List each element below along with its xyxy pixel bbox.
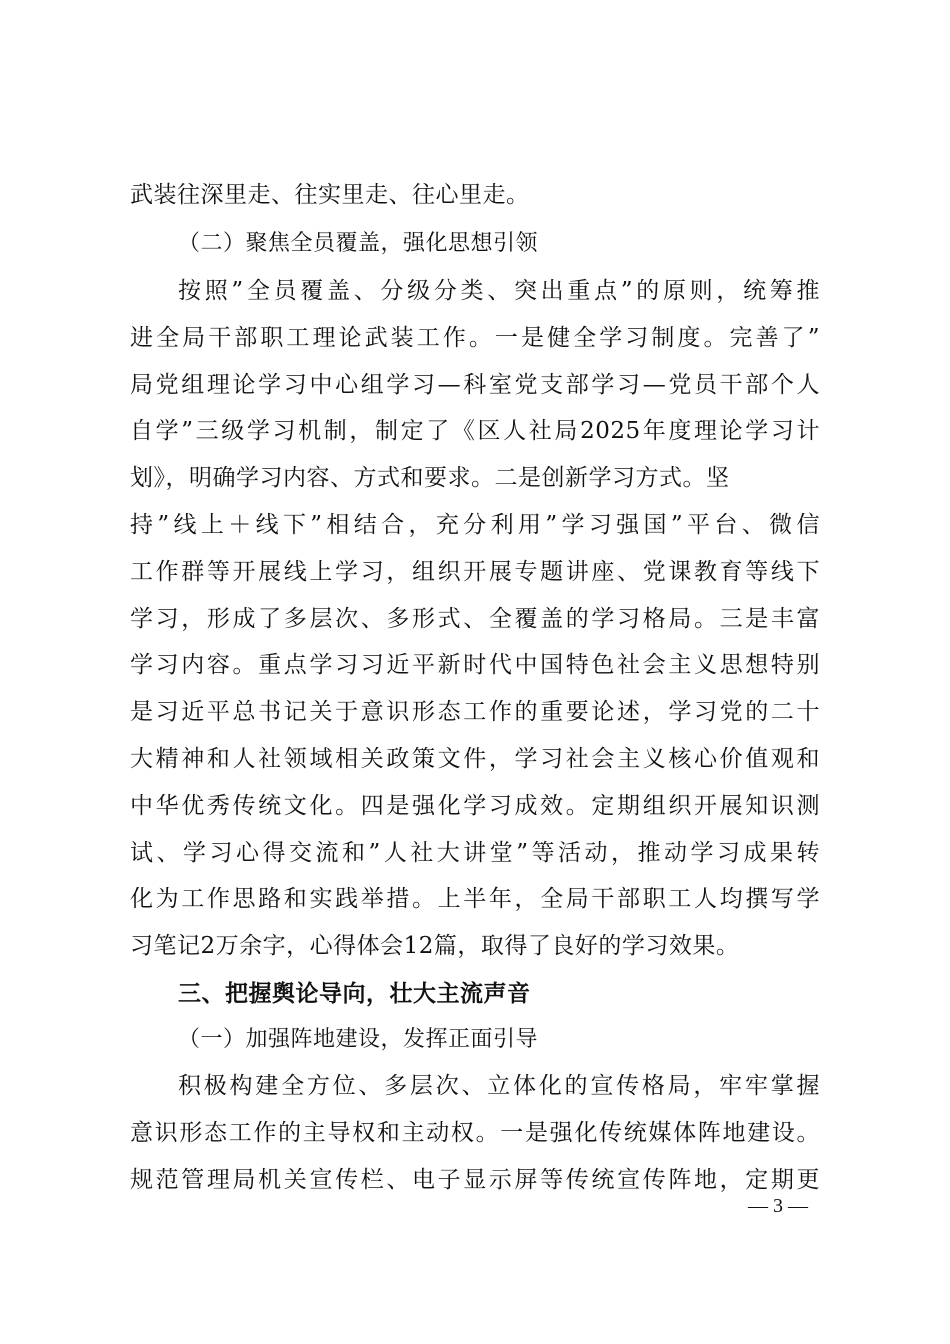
body-text-line: 中华优秀传统文化。四是强化学习成效。定期组织开展知识测 <box>130 793 820 819</box>
body-text-line: 划》，明确学习内容、方式和要求。二是创新学习方式。坚 <box>130 465 730 491</box>
body-text-line: 工作群等开展线上学习，组织开展专题讲座、党课教育等线下 <box>130 559 820 585</box>
body-text-line: 大精神和人社领域相关政策文件，学习社会主义核心价值观和 <box>130 746 820 772</box>
body-text-line: 学习内容。重点学习习近平新时代中国特色社会主义思想特别 <box>130 652 820 678</box>
page-number: — 3 — <box>748 1195 808 1217</box>
body-text-line: 试、学习心得交流和”人社大讲堂”等活动，推动学习成果转 <box>130 840 820 866</box>
body-text-line: 武装往深里走、往实里走、往心里走。 <box>130 182 530 208</box>
body-text-line: 积极构建全方位、多层次、立体化的宣传格局，牢牢掌握 <box>178 1073 820 1099</box>
body-text-line: 习笔记2万余字，心得体会12篇，取得了良好的学习效果。 <box>130 933 740 959</box>
subsection-heading: （二）聚焦全员覆盖，强化思想引领 <box>178 231 539 256</box>
body-text-line: 进全局干部职工理论武装工作。一是健全学习制度。完善了” <box>130 325 820 351</box>
body-text-line: 学习，形成了多层次、多形式、全覆盖的学习格局。三是丰富 <box>130 606 820 632</box>
body-text-line: 规范管理局机关宣传栏、电子显示屏等传统宣传阵地，定期更 <box>130 1167 820 1193</box>
body-text-line: 意识形态工作的主导权和主动权。一是强化传统媒体阵地建设。 <box>130 1120 820 1146</box>
body-text-line: 化为工作思路和实践举措。上半年，全局干部职工人均撰写学 <box>130 886 820 912</box>
body-text-line: 局党组理论学习中心组学习—科室党支部学习—党员干部个人 <box>130 372 820 398</box>
body-text-line: 按照”全员覆盖、分级分类、突出重点”的原则，统筹推 <box>178 278 820 304</box>
body-text-line: 自学”三级学习机制，制定了《区人社局2025年度理论学习计 <box>130 418 820 444</box>
section-heading: 三、把握舆论导向，壮大主流声音 <box>178 981 531 1007</box>
body-text-line: 是习近平总书记关于意识形态工作的重要论述，学习党的二十 <box>130 699 820 725</box>
subsection-heading: （一）加强阵地建设，发挥正面引导 <box>178 1027 539 1052</box>
body-text-line: 持”线上＋线下”相结合，充分利用”学习强国”平台、微信 <box>130 512 820 538</box>
